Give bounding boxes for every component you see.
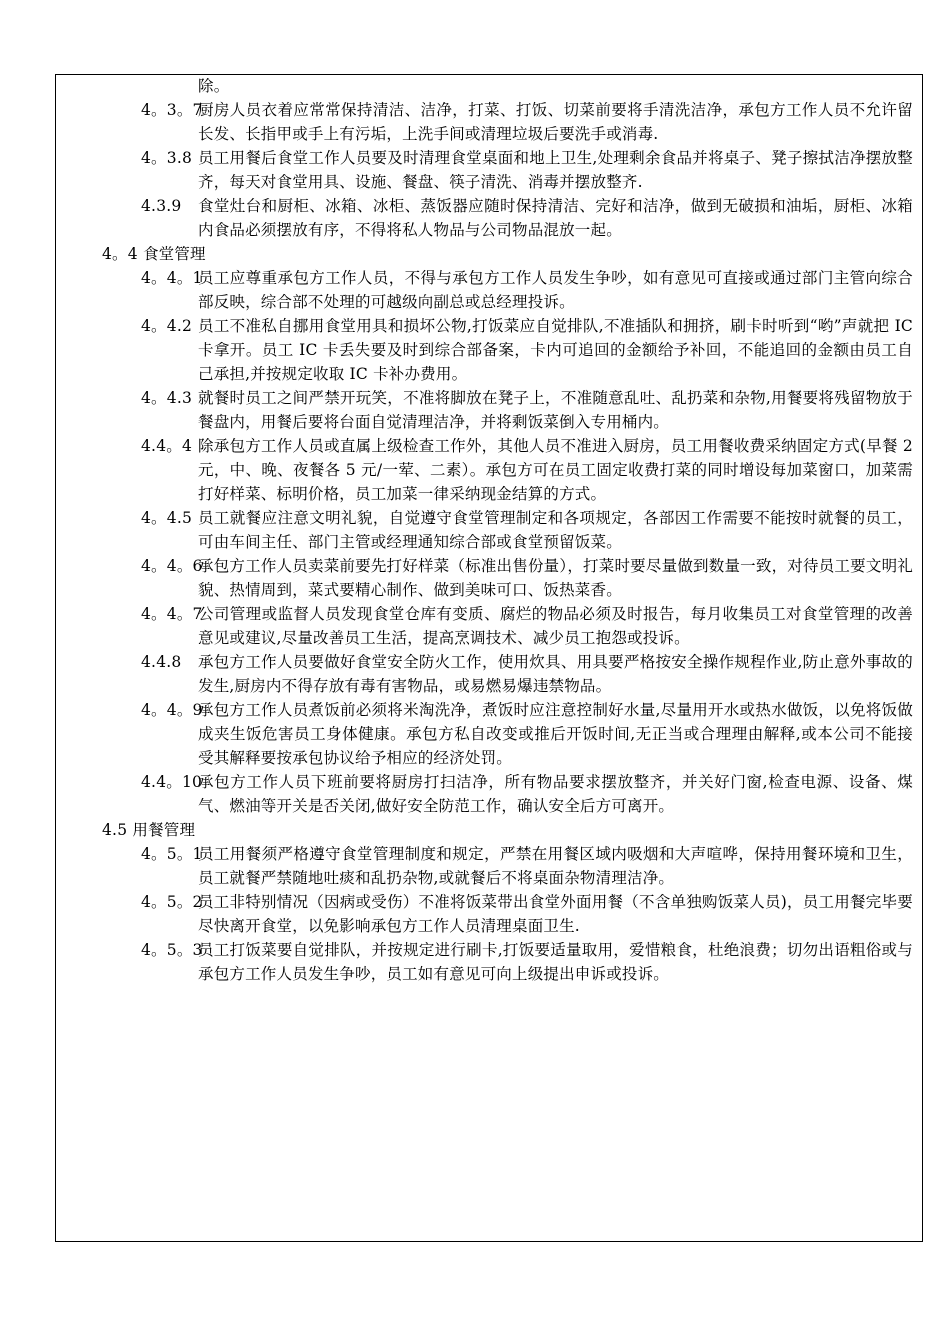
item-text: 公司管理或监督人员发现食堂仓库有变质、腐烂的物品必须及时报告，每月收集员工对食堂管理的改善意见或建议,尽量改善员工生活，提高烹调技术、减少员工抱怨或投诉。: [198, 605, 913, 647]
item-text: 食堂灶台和厨柜、冰箱、冰柜、蒸饭器应随时保持清洁、完好和洁净，做到无破损和油垢，厨柜、冰箱内食品必须摆放有序，不得将私人物品与公司物品混放一起。: [198, 197, 913, 239]
list-item: [55, 386, 923, 434]
list-item: [55, 650, 923, 698]
item-number: 4。4.5: [141, 509, 193, 527]
item-number: 4。3.8: [141, 149, 193, 167]
list-item: [55, 434, 923, 506]
item-number: 4。4。1: [141, 269, 203, 287]
section-heading: 4.5 用餐管理: [102, 821, 196, 839]
item-number: 4。3。7: [141, 101, 203, 119]
list-item: [55, 602, 923, 650]
list-item: [55, 506, 923, 554]
item-number: 4。4.2: [141, 317, 193, 335]
item-text: 员工非特别情况（因病或受伤）不准将饭菜带出食堂外面用餐（不含单独购饭菜人员)，员工用餐完毕要尽快离开食堂，以免影响承包方工作人员清理桌面卫生.: [198, 893, 913, 935]
list-item: [55, 146, 923, 194]
list-item: [55, 842, 923, 890]
item-number: 4.4。4: [141, 437, 193, 455]
item-text: 承包方工作人员下班前要将厨房打扫洁净，所有物品要求摆放整齐，并关好门窗,检查电源、设备、煤气、燃油等开关是否关闭,做好安全防范工作，确认安全后方可离开。: [198, 773, 913, 815]
list-item: [55, 698, 923, 770]
item-number: 4。4。9: [141, 701, 203, 719]
list-item: [55, 938, 923, 986]
list-item: [55, 554, 923, 602]
item-text: 员工打饭菜要自觉排队，并按规定进行刷卡,打饭要适量取用，爱惜粮食，杜绝浪费；切勿出语粗俗或与承包方工作人员发生争吵，员工如有意见可向上级提出申诉或投诉。: [198, 941, 913, 983]
item-text: 员工用餐后食堂工作人员要及时清理食堂桌面和地上卫生,处理剩余食品并将桌子、凳子擦拭洁净摆放整齐，每天对食堂用具、设施、餐盘、筷子清洗、消毒并摆放整齐.: [198, 149, 913, 191]
item-number: 4.3.9: [141, 197, 182, 215]
item-text: 除承包方工作人员或直属上级检查工作外，其他人员不准进入厨房，员工用餐收费采纳固定方式(早餐 2 元，中、晚、夜餐各 5 元/一荤、二素）。承包方可在员工固定收费打菜的同时增设每加菜窗口，加菜需打好样菜、标明价格，员工加菜一律采纳现金结算的方式。: [198, 437, 913, 503]
item-text: 厨房人员衣着应常常保持清洁、洁净，打菜、打饭、切菜前要将手清洗洁净，承包方工作人员不允许留长发、长指甲或手上有污垢，上洗手间或清理垃圾后要洗手或消毒.: [198, 101, 913, 143]
item-text: 承包方工作人员卖菜前要先打好样菜（标准出售份量），打菜时要尽量做到数量一致，对待员工要文明礼貌、热情周到，菜式要精心制作、做到美味可口、饭热菜香。: [198, 557, 913, 599]
item-text: 除。: [198, 77, 230, 95]
list-item: [55, 266, 923, 314]
item-text: 员工用餐须严格遵守食堂管理制度和规定，严禁在用餐区域内吸烟和大声喧哗，保持用餐环境和卫生，员工就餐严禁随地吐痰和乱扔杂物,或就餐后不将桌面杂物清理洁净。: [198, 845, 913, 887]
item-number: 4。5。2: [141, 893, 203, 911]
list-item: [55, 74, 923, 98]
document-body: [55, 74, 923, 986]
item-number: 4。4。7: [141, 605, 203, 623]
item-number: 4。5。1: [141, 845, 203, 863]
item-number: 4。4.3: [141, 389, 193, 407]
item-number: 4.4.8: [141, 653, 182, 671]
item-text: 员工应尊重承包方工作人员，不得与承包方工作人员发生争吵，如有意见可直接或通过部门主管向综合部反映，综合部不处理的可越级向副总或总经理投诉。: [198, 269, 913, 311]
section-heading: 4。4 食堂管理: [102, 245, 206, 263]
item-number: 4.4。10: [141, 773, 203, 791]
item-text: 承包方工作人员煮饭前必须将米淘洗净，煮饭时应注意控制好水量,尽量用开水或热水做饭，以免将饭做成夹生饭危害员工身体健康。承包方私自改变或推后开饭时间,无正当或合理理由解释,或本公司不能接受其解释要按承包协议给予相应的经济处罚。: [198, 701, 913, 767]
item-text: 承包方工作人员要做好食堂安全防火工作，使用炊具、用具要严格按安全操作规程作业,防止意外事故的发生,厨房内不得存放有毒有害物品，或易燃易爆违禁物品。: [198, 653, 913, 695]
list-item: [55, 98, 923, 146]
list-item: [55, 890, 923, 938]
item-number: 4。4。6: [141, 557, 203, 575]
list-item: [55, 314, 923, 386]
item-text: 就餐时员工之间严禁开玩笑，不准将脚放在凳子上，不准随意乱吐、乱扔菜和杂物,用餐要将残留物放于餐盘内，用餐后要将台面自觉清理洁净，并将剩饭菜倒入专用桶内。: [198, 389, 913, 431]
item-text: 员工就餐应注意文明礼貌，自觉遵守食堂管理制定和各项规定，各部因工作需要不能按时就餐的员工，可由车间主任、部门主管或经理通知综合部或食堂预留饭菜。: [198, 509, 913, 551]
list-item: [55, 194, 923, 242]
item-text: 员工不准私自挪用食堂用具和损坏公物,打饭菜应自觉排队,不准插队和拥挤，刷卡时听到“哟”声就把 IC 卡拿开。员工 IC 卡丢失要及时到综合部备案，卡内可追回的金额给予补回，不能追回的金额由员工自己承担,并按规定收取 IC 卡补办费用。: [198, 317, 913, 383]
list-item: [55, 770, 923, 818]
item-number: 4。5。3: [141, 941, 203, 959]
